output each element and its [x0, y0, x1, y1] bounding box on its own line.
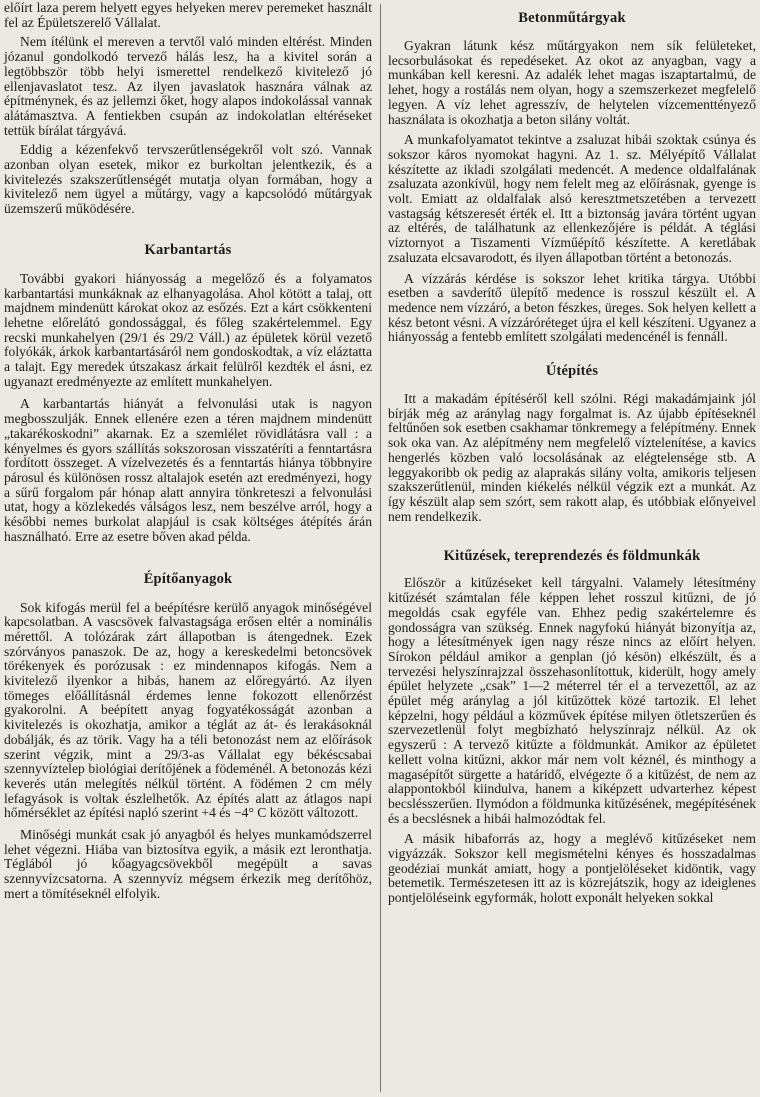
left-column [4, 0, 372, 902]
right-column [388, 0, 756, 906]
paragraph-maintenance-2: A karbantartás hiányát a felvonulási utak is nagyon megbosszulják. Ennek ellenére ezen a téren majdnem mindenütt „takarékoskodni” akarnak. Ez a szemlélet rövidlátásra vall : a kényelmes és gyors szállítás sokszorosan visszatéríti a fenntartásra fordított összeget. A vízelvezetés és a fenntartás hiánya többnyire párosul és különösen rossz altalajok esetén azt eredményezi, hogy a sűrű forgalom pár hónap alatt annyira tönkreteszi a felvonulási utat, hogy a közlekedés válságos lesz, nem beszélve arról, hogy a későbbi nemes burkolat alapjául is csak költséges átépítés árán használható. Erre az esetre bőven akad példa. [4, 396, 372, 544]
paragraph-intro-continuation: előírt laza perem helyett egyes helyeken merev peremeket használt fel az Épületszerelő Vállalat. [4, 0, 372, 30]
heading-kituzesek: Kitűzések, tereprendezés és földmunkák [443, 548, 701, 565]
paragraph-roadbuilding-1: Itt a makadám építéséről kell szólni. Régi makadámjaink jól bírják még az aránylag nagy forgalmat is. Az újabb építéseknél feltűnően sok esetben csakhamar tönkremegy a felépítmény. Ennek sok oka van. Az alépítmény nem megfelelő víztelenítése, a kavics hengerlés közben való locsolásának az elégtelensége stb. A leggyakoribb ok pedig az alaprakás silány volta, amikoris teljesen szakszerűtlenül, minden kiékelés nélkül végzik ezt a munkát. Az így készült alap sem szórt, sem rakott alap, és utóbbiak előnyeivel nem rendelkezik. [388, 391, 756, 524]
paragraph-materials-2: Minőségi munkát csak jó anyagból és helyes munkamódszerrel lehet végezni. Hiába van biztosítva egyik, a másik ezt leronthatja. Téglából jó kőagyagcsövekből megépült a savas szennyvízcsatorna. A szennyvíz mégsem érkezik meg derítőhöz, mert a tömítéseknél elfolyik. [4, 827, 372, 901]
heading-karbantartas: Karbantartás [144, 241, 232, 258]
column-divider [380, 4, 381, 1092]
heading-epitoanyagok: Építőanyagok [143, 570, 233, 587]
paragraph-concrete-3: A vízzárás kérdése is sokszor lehet kritika tárgya. Utóbbi esetben a savderítő ülepítő medence is rosszul készült el. A medence nem vízzáró, a beton fészkes, üreges. Sok helyen kellett a kész betont vésni. A vízzáróréteget újra el kell készíteni. Ugyanez a hiányosság a fentebb említett szolgálati medencénél is fennáll. [388, 270, 756, 345]
paragraph-staking-2: A másik hibaforrás az, hogy a meglévő kitűzéseket nem vigyázzák. Sokszor kell megismételni kényes és hosszadalmas geodéziai munkát amiatt, hogy a pontjelöléseket kidöntik, vagy betemetik. Természetesen itt az is közrejátszik, hogy az ideiglenes pontjelöléseink egyformák, holott exponált helyeken sokkal [388, 831, 756, 906]
paragraph-staking-1: Először a kitűzéseket kell tárgyalni. Valamely létesítmény kitűzését számtalan féle képpen lehet rosszul kitűzni, de jó megoldás csak egyféle van. Ehhez pedig szakértelemre és gondosságra van szükség. Ennek nagyfokú hiányát bizonyítja az, hogy a létesítmények igen nagy része nincs az előírt helyen. Sírokon például amikor a genplan (jó késön) elkészült, és a tervezési helyszínrajzzal összehasonlítottuk, kiderült, hogy amely épület helyzete „csak” 1—2 méterrel tér el a tervezettől, az az épület még aránylag a jól kitűzöttek közé tartozik. El lehet képzelni, hogy például a közművek építése milyen ötletszerűen és szervezetlenül folyt megbízható helyszínrajz nélkül. Az ok egyszerű : A tervező kitűzte a földmunkát. Amikor az épületet kellett volna kitűzni, akkor már nem volt kéznél, és minthogy a magasépítőt sürgette a határidő, elvégezte ő a kitűzést, de nem az alappontokból kiindulva, hanem a kiképzett udvarterhez képest becslésszerűen. Ilymódon a földmunka kitűzésének, megépítésének és a becslésnek a hibái halmozódtak fel. [388, 575, 756, 826]
heading-utepites: Útépítés [545, 363, 599, 380]
paragraph-design-deviation: Nem ítélünk el mereven a tervtől való minden eltérést. Minden józanul gondolkodó tervező hálás lesz, ha a kivitel során a legtöbbször több helyi ismerettel rendelkező kivitelező jó ellenjavaslatot tesz. Az ilyen javaslatok hasznára válnak az építménynek, és az jellemzi őket, hogy alapos indokolással vannak alátámasztva. A fentiekben csupán az indokolatlan eltéréseket tettük bírálat tárgyává. [4, 34, 372, 138]
heading-betonmutargyak: Betonműtárgyak [518, 10, 626, 26]
paragraph-concrete-2: A munkafolyamatot tekintve a zsaluzat hibái szoktak csúnya és sokszor káros nyomokat hagyni. Az 1. sz. Mélyépítő Vállalat készítette az ikladi szolgálati medencét. A medence oldalfalának zsaluzata azonkívül, hogy nem felelt meg az előírásnak, gyenge is volt. Emiatt az oldalfalak alsó keresztmetszetében a tervezett vastagság kétszeresét érték el. Itt a biztonság javára történt ugyan az eltérés, de találhatunk az ellenkezőjére is példát. A téglási víztornyot a Tiszamenti Vízműépítő készítette. A keretlábak zsaluzata elcsavarodott, és ilyen állapotban történt a betonozás. [388, 132, 756, 265]
paragraph-hidden-nonconformity: Eddig a kézenfekvő tervszerűtlenségekről volt szó. Vannak azonban olyan esetek, mikor ez burkoltan jelentkezik, és a kivitelezés szakszerűtlenségét mutatja olyan formában, hogy a kivitelező nem ügyel a műtárgy, vagy a kapcsolódó műtárgyak üzemszerű működésére. [4, 142, 372, 217]
paragraph-concrete-1: Gyakran látunk kész műtárgyakon nem sík felületeket, lecsorbulásokat és repedéseket. Az okot az anyagban, vagy a munkában kell keresni. Az adalék lehet magas iszaptartalmú, de lehet, hogy a rostálás nem olyan, hogy a szemszerkezet megfelelő legyen. A víz lehet agresszív, de helytelen vízcementtényező használata is okozhatja a beton silány voltát. [388, 38, 756, 127]
paragraph-maintenance-1: További gyakori hiányosság a megelőző és a folyamatos karbantartási munkáknak az elhanyagolása. Ahol kötött a talaj, ott majdnem mindenütt károkat okoz az esőzés. Ezt a kárt csökkenteni lehetne előrelátó gondossággal, és főleg szakértelemmel. Egy recski munkahelyen (29/1 és 29/2 Váll.) az épületek körül vezető folyókák, árkok karbantartásáról nem gondoskodtak, a víz eláztatta a talajt. Egy meredek útszakasz árkait felülről kezdték el ásni, ez ugyanazt eredményezte az említett munkahelyen. [4, 270, 372, 389]
paragraph-materials-1: Sok kifogás merül fel a beépítésre kerülő anyagok minőségével kapcsolatban. A vascsövek falvastagsága erősen eltér a nominális mérettől. A tolózárak zárt állapotban is átengednek. Ezek szórványos panaszok. De az, hogy a kereskedelmi betoncsövek törékenyek és porózusak : ez mindennapos kifogás. Nem a kivitelező ilyenkor a hibás, hanem az előregyártó. Az ilyen tömeges előállításnál érdemes lenne fokozott ellenőrzést gyakorolni. A beépített anyag fogyatékosságát azonban a kivitelezés is okozhatja, amikor a téglát az át- és lerakásoknál dobálják, és az törik. Vagy ha a téli betonozást nem az előírások szerint végzik, mint a 29/3-as Vállalat egy békéscsabai szennyvíztelep biológiai derítőjének a födeménél. A betonozás kézi keverés után melegítés nélkül történt. A födémen 2 cm mély lefagyások is voltak észlelhetők. Az építés alatt az átlagos napi hőmérséklet az építési napló szerint +4 és −4° C között változott. [4, 599, 372, 821]
